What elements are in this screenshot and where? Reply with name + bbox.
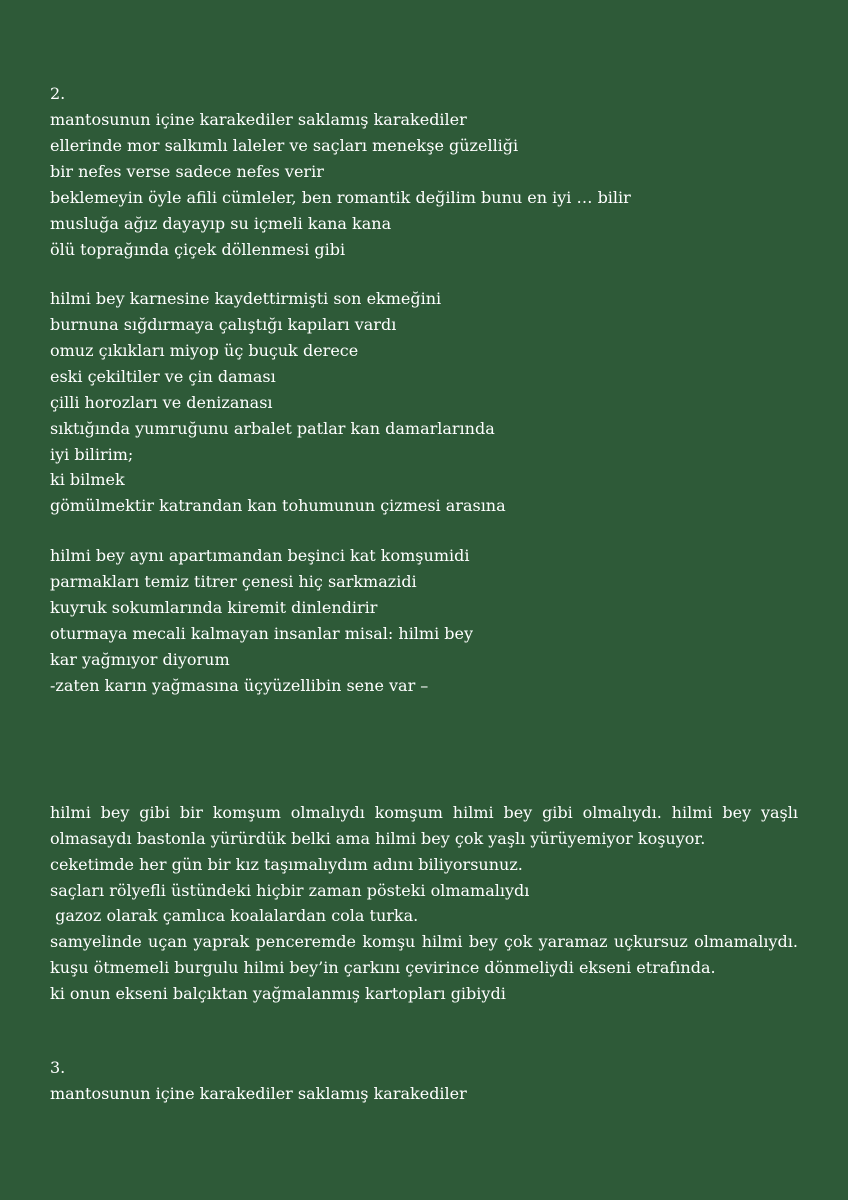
poem-line: mantosunun içine karakediler saklamış karakediler (50, 1084, 467, 1103)
poem-line: iyi bilirim; (50, 445, 134, 464)
poem-line: hilmi bey karnesine kaydettirmişti son ekmeğini (50, 289, 442, 308)
poem-line: hilmi bey aynı apartımandan beşinci kat komşumidi (50, 546, 470, 565)
section-number: 2. (50, 84, 66, 103)
poem-line: sıktığında yumruğunu arbalet patlar kan damarlarında (50, 419, 495, 438)
prose-line: kuşu ötmemeli burgulu hilmi bey’in çarkını çevirince dönmeliydi ekseni etrafında. (50, 958, 716, 977)
poem-line: oturmaya mecali kalmayan insanlar misal: hilmi bey (50, 624, 474, 643)
poem-line: kuyruk sokumlarında kiremit dinlendirir (50, 598, 378, 617)
prose-line: ceketimde her gün bir kız taşımalıydım adını biliyorsunuz. (50, 855, 523, 874)
poem-line: bir nefes verse sadece nefes verir (50, 162, 324, 181)
prose-line: ki onun ekseni balçıktan yağmalanmış kartopları gibiydi (50, 984, 506, 1003)
poem-line: çilli horozları ve denizanası (50, 393, 273, 412)
prose-line: saçları rölyefli üstündeki hiçbir zaman pösteki olmamalıydı (50, 881, 530, 900)
poem-line: omuz çıkıkları miyop üç buçuk derece (50, 341, 359, 360)
poem-line: eski çekiltiler ve çin daması (50, 367, 276, 386)
poem-line: gömülmektir katrandan kan tohumunun çizmesi arasına (50, 496, 506, 515)
prose-line: olmasaydı bastonla yürürdük belki ama hilmi bey çok yaşlı yürüyemiyor koşuyor. (50, 829, 706, 848)
poem-line: ellerinde mor salkımlı laleler ve saçları menekşe güzelliği (50, 136, 519, 155)
section-number: 3. (50, 1058, 66, 1077)
prose-line: hilmi bey gibi bir komşum olmalıydı komşum hilmi bey gibi olmalıydı. hilmi bey yaşlı (50, 803, 798, 822)
prose-line: gazoz olarak çamlıca koalalardan cola turka. (50, 906, 419, 925)
poem-line: musluğa ağız dayayıp su içmeli kana kana (50, 214, 392, 233)
poem-line: beklemeyin öyle afili cümleler, ben romantik değilim bunu en iyi … bilir (50, 188, 631, 207)
poem-line: parmakları temiz titrer çenesi hiç sarkmazidi (50, 572, 417, 591)
poem-line: burnuna sığdırmaya çalıştığı kapıları vardı (50, 315, 397, 334)
poem-line: ki bilmek (50, 470, 125, 489)
poem-line: ölü toprağında çiçek döllenmesi gibi (50, 240, 346, 259)
poem-line: -zaten karın yağmasına üçyüzellibin sene var – (50, 676, 429, 695)
poem-line: kar yağmıyor diyorum (50, 650, 230, 669)
poem-line: mantosunun içine karakediler saklamış karakediler (50, 110, 467, 129)
prose-line: samyelinde uçan yaprak penceremde komşu hilmi bey çok yaramaz uçkursuz olmamalıydı. (50, 932, 798, 951)
